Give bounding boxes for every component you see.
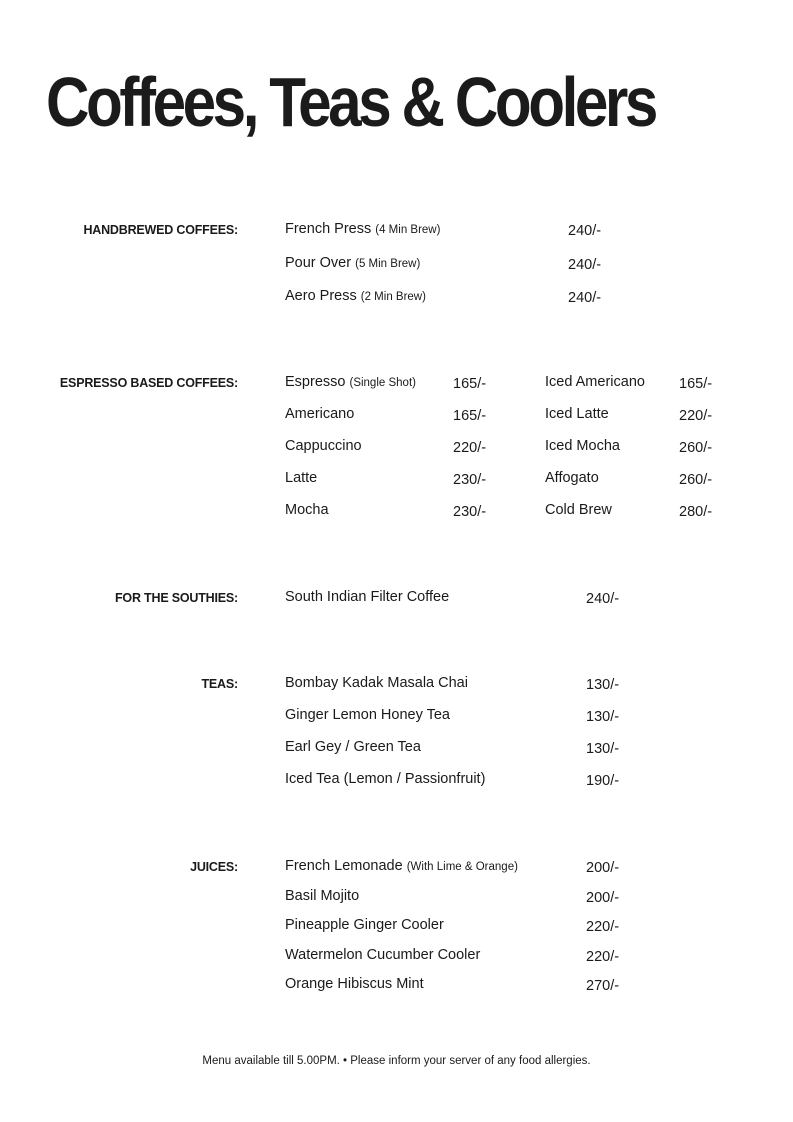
menu-item-price: 230/- (453, 504, 487, 520)
menu-item-price: 130/- (586, 677, 620, 693)
menu-item-name (285, 255, 420, 271)
menu-item-name (545, 470, 599, 486)
menu-item-name (285, 888, 359, 904)
menu-item-name (545, 438, 620, 454)
menu-item-price: 165/- (453, 408, 487, 424)
footer-note: Menu available till 5.00PM. • Please inform your server of any food allergies. (202, 1055, 591, 1067)
item-name-text: South Indian Filter Coffee (285, 589, 450, 605)
item-name-text: Pour Over (285, 254, 352, 271)
menu-item-price: 130/- (586, 741, 620, 757)
menu-item-price: 270/- (586, 978, 620, 995)
menu-item-name (285, 470, 317, 486)
item-name-text: Iced Americano (545, 374, 645, 390)
item-name-text: Americano (285, 406, 355, 422)
item-note: (Single Shot) (349, 377, 416, 389)
item-name-text: Iced Mocha (545, 438, 620, 454)
item-note: (2 Min Brew) (360, 291, 426, 303)
item-name-text: Latte (285, 470, 318, 486)
item-name-text: French Lemonade (285, 858, 403, 874)
item-name-text: Basil Mojito (285, 887, 360, 904)
menu-item-name (285, 739, 421, 755)
menu-item-price: 260/- (679, 472, 713, 488)
item-name-text: Ginger Lemon Honey Tea (285, 707, 450, 723)
section-label: ESPRESSO BASED COFFEES: (59, 376, 238, 390)
item-name-text: Cold Brew (545, 502, 612, 518)
menu-item-name (285, 406, 354, 422)
menu-item-price: 260/- (679, 440, 713, 456)
menu-item-name (545, 374, 645, 390)
menu-item-price: 240/- (586, 591, 620, 607)
section-label: HANDBREWED COFFEES: (83, 223, 238, 237)
menu-item-price: 230/- (453, 472, 487, 488)
item-name-text: Mocha (285, 502, 329, 518)
menu-item-name (285, 589, 449, 605)
menu-item-price: 130/- (586, 709, 620, 725)
item-name-text: Affogato (545, 470, 599, 486)
item-name-text: Earl Gey / Green Tea (285, 739, 421, 755)
menu-item-name (285, 288, 426, 304)
menu-item-price: 190/- (586, 773, 620, 789)
menu-item-name (285, 976, 424, 992)
item-name-text: French Press (285, 221, 372, 237)
menu-item-name (285, 675, 468, 691)
menu-item-name (285, 221, 440, 237)
item-note: (With Lime & Orange) (406, 861, 518, 873)
item-name-text: Cappuccino (285, 438, 362, 454)
menu-item-price: 220/- (453, 440, 487, 456)
menu-item-name (545, 406, 609, 422)
menu-item-price: 220/- (586, 919, 620, 936)
menu-item-price: 240/- (568, 290, 602, 306)
menu-item-price: 240/- (568, 223, 602, 239)
item-name-text: Aero Press (285, 288, 357, 304)
section-label: FOR THE SOUTHIES: (115, 591, 238, 605)
item-name-text: Iced Latte (545, 406, 609, 422)
menu-item-price: 165/- (679, 376, 713, 392)
menu-item-name (285, 374, 416, 390)
menu-item-name (545, 502, 612, 518)
item-name-text: Bombay Kadak Masala Chai (285, 675, 468, 691)
menu-item-price: 200/- (586, 889, 620, 906)
menu-item-price: 200/- (586, 860, 620, 876)
menu-item-name (285, 438, 362, 454)
menu-item-name (285, 917, 444, 933)
menu-item-name (285, 771, 485, 787)
item-name-text: Pineapple Ginger Cooler (285, 917, 444, 934)
item-name-text: Iced Tea (Lemon / Passionfruit) (285, 771, 486, 787)
menu-item-price: 220/- (586, 948, 620, 965)
item-note: (4 Min Brew) (375, 224, 441, 236)
item-name-text: Orange Hibiscus Mint (285, 976, 424, 993)
menu-item-price: 280/- (679, 504, 713, 520)
item-name-text: Espresso (285, 374, 346, 390)
menu-item-name (285, 707, 450, 723)
menu-item-price: 240/- (568, 256, 602, 273)
menu-item-price: 220/- (679, 408, 713, 424)
menu-item-price: 165/- (453, 376, 487, 392)
menu-item-name (285, 947, 480, 963)
page-title: Coffees, Teas & Coolers (46, 63, 655, 141)
section-label: TEAS: (201, 677, 238, 691)
section-label: JUICES: (190, 860, 238, 874)
item-name-text: Watermelon Cucumber Cooler (285, 946, 481, 963)
item-note: (5 Min Brew) (355, 257, 421, 270)
menu-item-name (285, 502, 329, 518)
menu-item-name (285, 858, 518, 874)
